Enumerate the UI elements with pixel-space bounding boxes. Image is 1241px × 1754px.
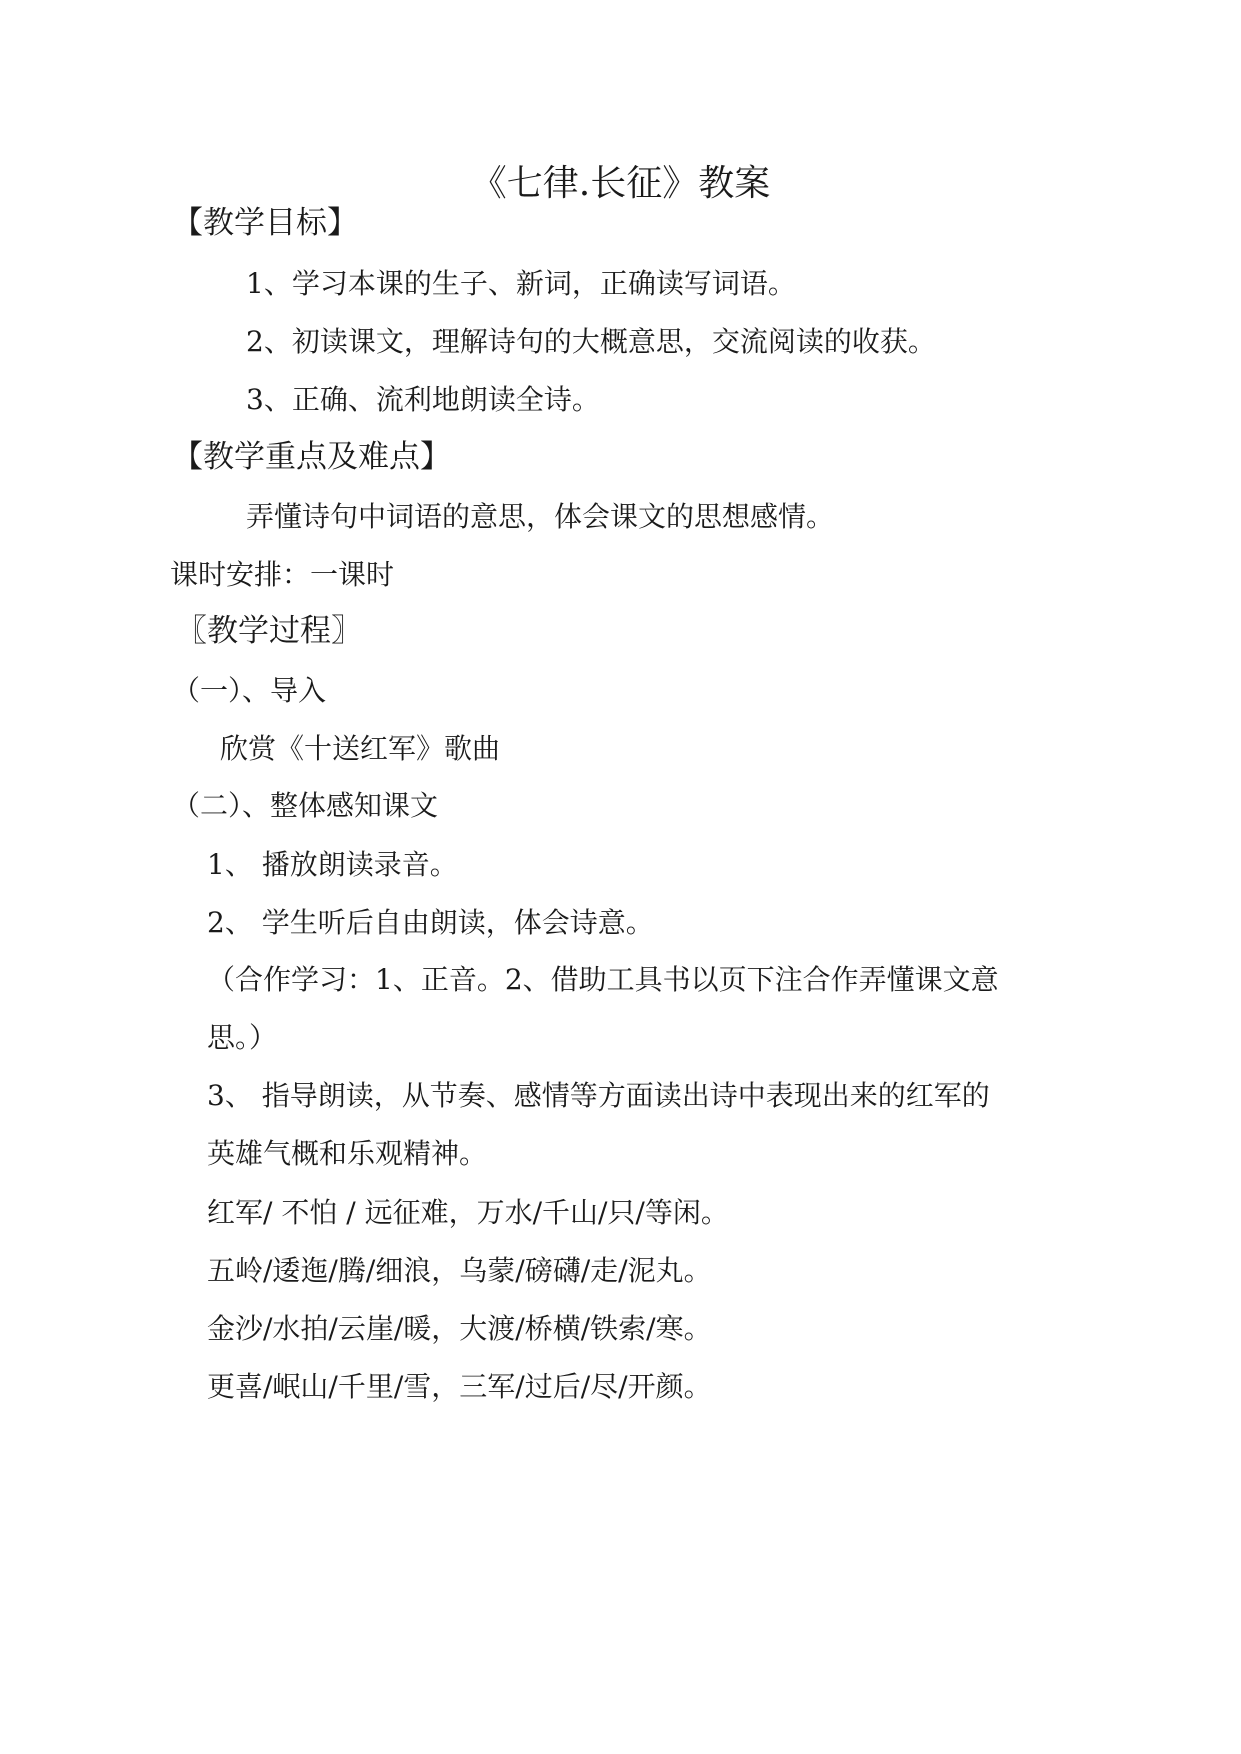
process-heading: 〖教学过程〗 — [176, 613, 362, 649]
part2-heading: （二）、整体感知课文 — [172, 789, 439, 822]
goal-item-2: 2、初读课文，理解诗句的大概意思，交流阅读的收获。 — [246, 325, 936, 358]
key-points-text: 弄懂诗句中词语的意思，体会课文的思想感情。 — [246, 500, 835, 533]
goal-item-1: 1、学习本课的生子、新词，正确读写词语。 — [246, 267, 796, 300]
part1-heading: （一）、导入 — [172, 674, 327, 707]
schedule-text: 课时安排：一课时 — [170, 558, 395, 591]
poem-line-4: 更喜/岷山/千里/雪，三军/过后/尽/开颜。 — [207, 1370, 712, 1403]
goals-heading: 【教学目标】 — [172, 205, 358, 241]
cooperative-learning-line-2: 思。） — [207, 1021, 278, 1054]
part1-text: 欣赏《十送红军》歌曲 — [220, 732, 501, 765]
step-3-line-1: 3、 指导朗读，从节奏、感情等方面读出诗中表现出来的红军的 — [207, 1079, 990, 1112]
poem-line-2: 五岭/逶迤/腾/细浪，乌蒙/磅礴/走/泥丸。 — [207, 1254, 712, 1287]
poem-line-1: 红军/ 不怕 / 远征难，万水/千山/只/等闲。 — [207, 1196, 729, 1229]
cooperative-learning-line-1: （合作学习：1、正音。2、借助工具书以页下注合作弄懂课文意 — [207, 963, 999, 996]
step-2: 2、 学生听后自由朗读，体会诗意。 — [207, 906, 654, 939]
key-points-heading: 【教学重点及难点】 — [172, 439, 451, 475]
goal-item-3: 3、正确、流利地朗读全诗。 — [246, 383, 600, 416]
step-1: 1、 播放朗读录音。 — [207, 848, 458, 881]
step-3-line-2: 英雄气概和乐观精神。 — [207, 1137, 488, 1170]
poem-line-3: 金沙/水拍/云崖/暖，大渡/桥横/铁索/寒。 — [207, 1312, 712, 1345]
page-title: 《七律.长征》教案 — [470, 163, 771, 204]
